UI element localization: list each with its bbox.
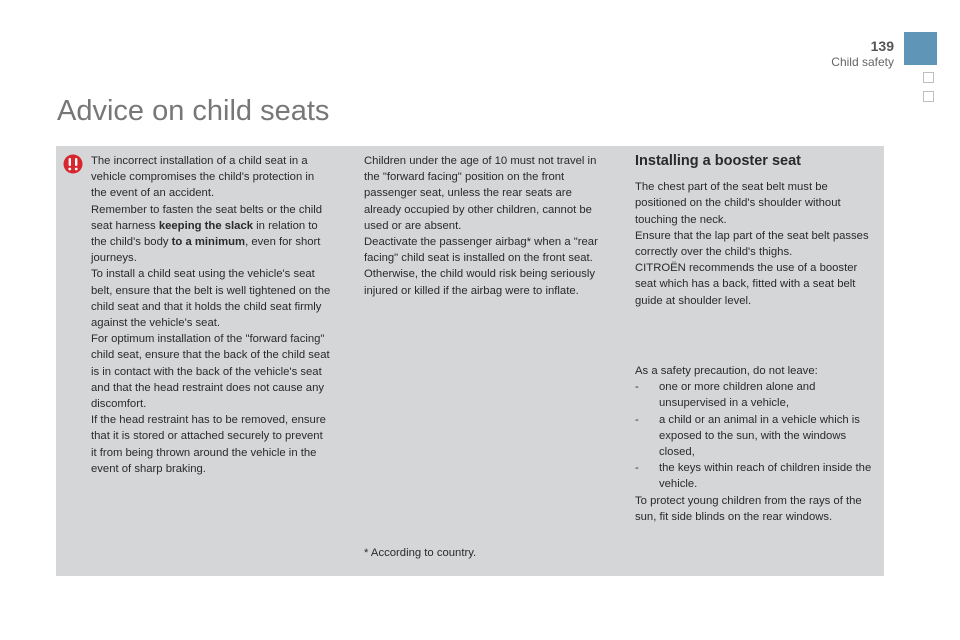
emphasis: keeping the slack xyxy=(158,219,254,232)
text-span: , even for short journeys. xyxy=(91,236,321,265)
text-span: Remember to fasten the seat belts or the child seat harness xyxy=(91,203,323,232)
list-item xyxy=(635,379,881,411)
paragraph: The chest part of the seat belt must be positioned on the child's shoulder without touching the neck. xyxy=(635,181,841,226)
paragraph xyxy=(91,202,331,267)
safety-precaution-block xyxy=(635,363,881,525)
emphasis: to a minimum xyxy=(171,236,246,249)
list-item-text: the keys within reach of children inside the vehicle. xyxy=(659,462,872,491)
precaution-list xyxy=(635,379,881,492)
list-item xyxy=(635,412,881,461)
page-heading: Advice on child seats xyxy=(57,95,330,127)
section-title: Child safety xyxy=(831,55,894,69)
paragraph: Deactivate the passenger airbag* when a "rear facing" child seat is installed on the front seat. xyxy=(364,236,598,265)
booster-seat-heading: Installing a booster seat xyxy=(635,153,801,169)
precaution-outro: To protect young children from the rays of the sun, fit side blinds on the rear windows. xyxy=(635,494,862,523)
list-item-text: a child or an animal in a vehicle which is exposed to the sun, with the windows closed, xyxy=(659,413,860,459)
paragraph: Children under the age of 10 must not travel in the "forward facing" position on the front passenger seat, unless the rear seats are already occupied by other children, cannot be used or are absent. xyxy=(364,155,597,232)
dash-marker: - xyxy=(635,381,639,394)
paragraph: To install a child seat using the vehicle's seat belt, ensure that the belt is well tightened on the child seat and that it holds the child seat firmly against the vehicle's seat. xyxy=(91,268,331,330)
paragraph: Ensure that the lap part of the seat belt passes correctly over the child's thighs. xyxy=(635,229,869,259)
dash-marker: - xyxy=(635,413,639,426)
airbag-advice-column xyxy=(364,153,608,299)
chapter-tab[interactable] xyxy=(923,91,934,102)
dash-marker: - xyxy=(635,462,639,475)
page-number: 139 xyxy=(870,38,894,54)
paragraph: The incorrect installation of a child seat in a vehicle compromises the child's protection in the event of an accident. xyxy=(91,155,315,200)
paragraph: If the head restraint has to be removed, ensure that it is stored or attached securely to prevent it from being thrown around the vehicle in the event of sharp braking. xyxy=(91,414,326,475)
chapter-tab[interactable] xyxy=(923,72,934,83)
warning-exclamation-icon xyxy=(63,154,83,174)
booster-seat-column xyxy=(635,153,881,309)
footnote: * According to country. xyxy=(364,547,477,559)
chapter-tab-active[interactable] xyxy=(904,32,937,65)
paragraph: Otherwise, the child would risk being seriously injured or killed if the airbag were to inflate. xyxy=(364,268,596,297)
text-span: in relation to the child's body xyxy=(91,219,318,249)
list-item-text: one or more children alone and unsupervised in a vehicle, xyxy=(659,381,816,410)
paragraph: For optimum installation of the "forward facing" child seat, ensure that the back of the child seat is in contact with the back of the vehicle's seat and that the head restraint does not cause any discomfort. xyxy=(91,333,330,411)
paragraph: CITROËN recommends the use of a booster seat which has a back, fitted with a seat belt guide at shoulder level. xyxy=(635,262,858,307)
precaution-intro: As a safety precaution, do not leave: xyxy=(635,365,818,377)
list-item xyxy=(635,460,881,492)
child-seat-installation-column xyxy=(91,153,331,477)
